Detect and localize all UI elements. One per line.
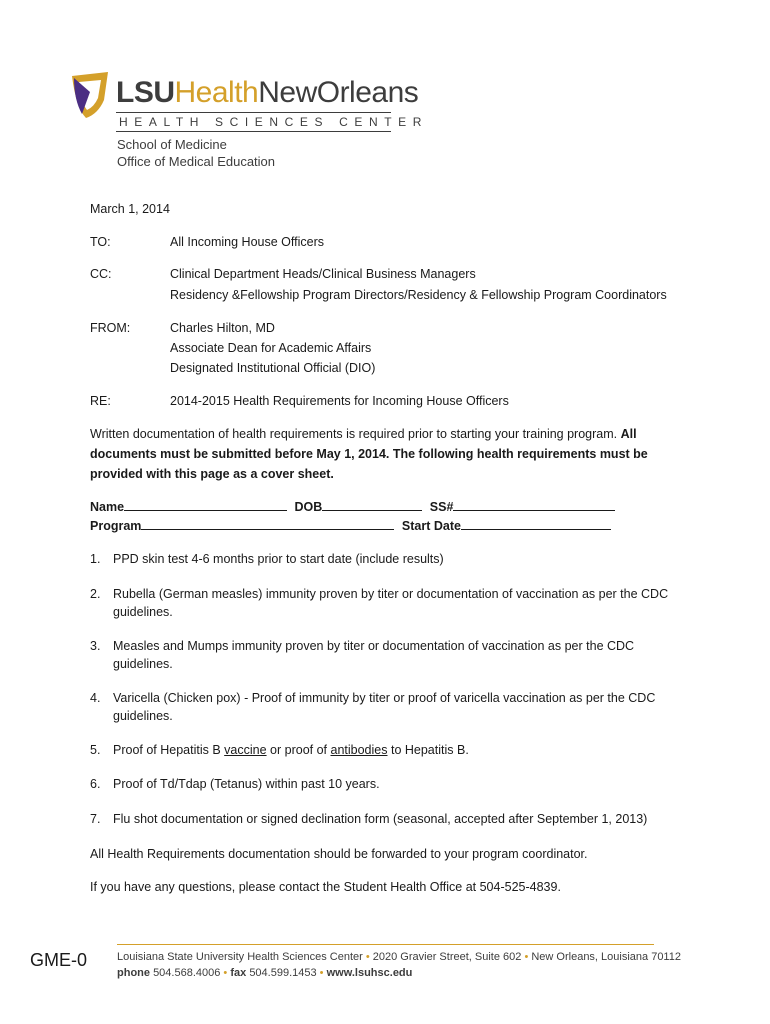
closing-line-2: If you have any questions, please contact the Student Health Office at 504-525-4839. <box>90 880 561 894</box>
start-date-blank[interactable] <box>461 517 611 530</box>
ss-blank[interactable] <box>453 498 615 511</box>
cc-line-1: Clinical Department Heads/Clinical Business Managers <box>170 267 476 281</box>
re-value: 2014-2015 Health Requirements for Incoming House Officers <box>170 394 509 408</box>
name-blank[interactable] <box>124 498 287 511</box>
office-name: Office of Medical Education <box>117 154 276 169</box>
requirement-item: 2. Rubella (German measles) immunity proven by titer or documentation of vaccination as per the CDC guidelines. <box>90 587 669 619</box>
requirement-item: 3. Measles and Mumps immunity proven by titer or documentation of vaccination as per the CDC guidelines. <box>90 639 635 671</box>
vaccine-link: vaccine <box>224 743 267 757</box>
to-value: All Incoming House Officers <box>170 235 324 249</box>
program-label: Program <box>90 519 142 533</box>
intro-paragraph <box>90 424 680 484</box>
requirement-item: 4. Varicella (Chicken pox) - Proof of immunity by titer or proof of varicella vaccination as per the CDC guidelines. <box>90 691 656 723</box>
fields-row-1 <box>90 498 615 516</box>
intro-bold: All documents must be submitted before May 1, 2014. The following health requirements must be provided with this page as a cover sheet. <box>90 427 648 481</box>
from-label: FROM: <box>90 321 131 335</box>
footer-divider <box>117 944 654 945</box>
memo-date: March 1, 2014 <box>90 202 170 216</box>
to-label: TO: <box>90 235 111 249</box>
from-line-2: Associate Dean for Academic Affairs <box>170 341 372 355</box>
closing-line-1: All Health Requirements documentation should be forwarded to your program coordinator. <box>90 847 588 861</box>
dob-blank[interactable] <box>322 498 422 511</box>
re-label: RE: <box>90 394 111 408</box>
cc-line-2: Residency &Fellowship Program Directors/Residency & Fellowship Program Coordinators <box>170 288 667 302</box>
logo-wordmark: LSUHealthNewOrleans <box>116 76 419 109</box>
fields-row-2 <box>90 517 611 535</box>
footer-address-line: Louisiana State University Health Sciences Center • 2020 Gravier Street, Suite 602 • New Orleans, Louisiana 70112 <box>117 951 681 963</box>
name-label: Name <box>90 500 125 514</box>
requirement-item: 7. Flu shot documentation or signed declination form (seasonal, accepted after September 1, 2013) <box>90 812 648 826</box>
website-link[interactable]: www.lsuhsc.edu <box>326 967 413 979</box>
antibodies-link: antibodies <box>330 743 388 757</box>
dob-label: DOB <box>294 500 323 514</box>
cc-label: CC: <box>90 267 112 281</box>
requirement-item: 5. Proof of Hepatitis B vaccine or proof of antibodies to Hepatitis B. <box>90 743 469 757</box>
footer-contact-line: phone 504.568.4006 • fax 504.599.1453 • www.lsuhsc.edu <box>117 967 413 979</box>
requirement-item: 6. Proof of Td/Tdap (Tetanus) within past 10 years. <box>90 777 380 791</box>
logo-tagline: HEALTH SCIENCES CENTER <box>116 112 391 132</box>
intro-plain: Written documentation of health requirements is required prior to starting your training program. <box>90 427 618 441</box>
from-line-1: Charles Hilton, MD <box>170 321 275 335</box>
department-block <box>117 136 275 170</box>
from-line-3: Designated Institutional Official (DIO) <box>170 361 376 375</box>
ss-label: SS# <box>429 500 454 514</box>
school-name: School of Medicine <box>117 137 227 152</box>
form-code: GME-0 <box>30 950 88 970</box>
lsu-shield-logo-icon <box>68 70 112 120</box>
start-date-label: Start Date <box>401 519 461 533</box>
requirement-item: 1. PPD skin test 4-6 months prior to start date (include results) <box>90 552 444 566</box>
program-blank[interactable] <box>141 517 394 530</box>
